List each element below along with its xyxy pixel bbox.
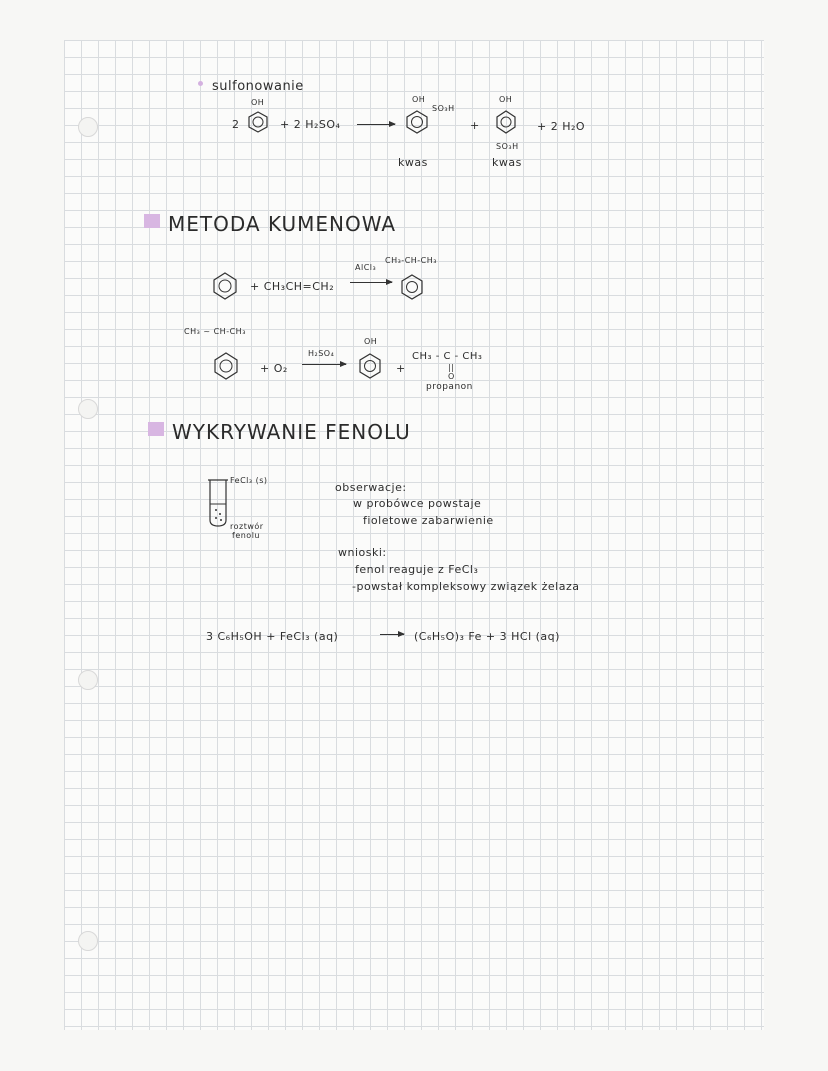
equation-reactants: 3 C₆H₅OH + FeCl₃ (aq)	[206, 630, 339, 643]
punch-hole	[78, 117, 98, 137]
so3h-label: SO₃H	[432, 104, 455, 113]
reaction-arrow-icon	[357, 124, 395, 125]
oh-label: OH	[412, 95, 426, 104]
plus-sign: +	[396, 362, 406, 375]
benzene-ring-icon	[400, 274, 424, 300]
phenol-coefficient: 2	[232, 118, 240, 131]
product-name: propanon	[426, 382, 473, 392]
observations-title: obserwacje:	[335, 481, 407, 494]
observation-line: fioletowe zabarwienie	[363, 514, 494, 527]
double-bond-mark: ||	[448, 363, 455, 372]
conclusion-line: fenol reaguje z FeCl₃	[355, 563, 479, 576]
reagent-label: FeCl₃ (s)	[230, 476, 268, 485]
solution-label: fenolu	[232, 531, 260, 540]
cumene-substituent: CH₃ ~ CH-CH₃	[184, 327, 246, 336]
conclusions-title: wnioski:	[338, 546, 387, 559]
heading-highlight	[148, 422, 164, 436]
product-label-acid: kwas	[492, 156, 522, 169]
test-tube-icon	[206, 478, 232, 528]
observation-line: w probówce powstaje	[353, 497, 482, 510]
punch-hole	[78, 931, 98, 951]
benzene-ring-icon	[213, 352, 239, 380]
oh-label: OH	[251, 98, 265, 107]
catalyst-label: H₂SO₄	[308, 349, 335, 358]
benzene-ring-icon	[212, 272, 238, 300]
so3h-label: SO₃H	[496, 142, 519, 151]
punch-hole	[78, 399, 98, 419]
acetone-formula: CH₃ - C - CH₃	[412, 351, 483, 362]
reactant-propene: + CH₃CH=CH₂	[250, 280, 335, 293]
reaction-arrow-icon	[380, 634, 404, 635]
grid-paper-sheet	[64, 40, 764, 1030]
oh-label: OH	[499, 95, 513, 104]
reaction-arrow-icon	[350, 282, 392, 283]
solution-label: roztwór	[230, 522, 264, 531]
sulfonation-title: sulfonowanie	[212, 79, 304, 94]
oxygen-atom: O	[448, 372, 455, 381]
equation-products: (C₆H₅O)₃ Fe + 3 HCl (aq)	[414, 630, 560, 643]
bullet-dot	[198, 81, 203, 86]
product-water: + 2 H₂O	[537, 120, 586, 133]
benzene-ring-icon	[405, 110, 429, 134]
catalyst-label: AlCl₃	[355, 263, 377, 272]
section-heading-cumene: METODA KUMENOWA	[168, 212, 397, 236]
heading-highlight	[144, 214, 160, 228]
cumene-substituent: CH₃-CH-CH₃	[385, 256, 437, 265]
oh-label: OH	[364, 337, 378, 346]
conclusion-line: -powstał kompleksowy związek żelaza	[352, 580, 580, 593]
benzene-ring-icon	[247, 111, 269, 133]
section-heading-detection: WYKRYWANIE FENOLU	[172, 420, 411, 444]
benzene-ring-icon	[495, 110, 517, 134]
reactant-oxygen: + O₂	[260, 362, 288, 375]
reaction-arrow-icon	[302, 364, 346, 365]
reactant-h2so4: + 2 H₂SO₄	[280, 118, 341, 131]
product-label-acid: kwas	[398, 156, 428, 169]
punch-hole	[78, 670, 98, 690]
benzene-ring-icon	[358, 353, 382, 379]
plus-sign: +	[470, 119, 480, 132]
